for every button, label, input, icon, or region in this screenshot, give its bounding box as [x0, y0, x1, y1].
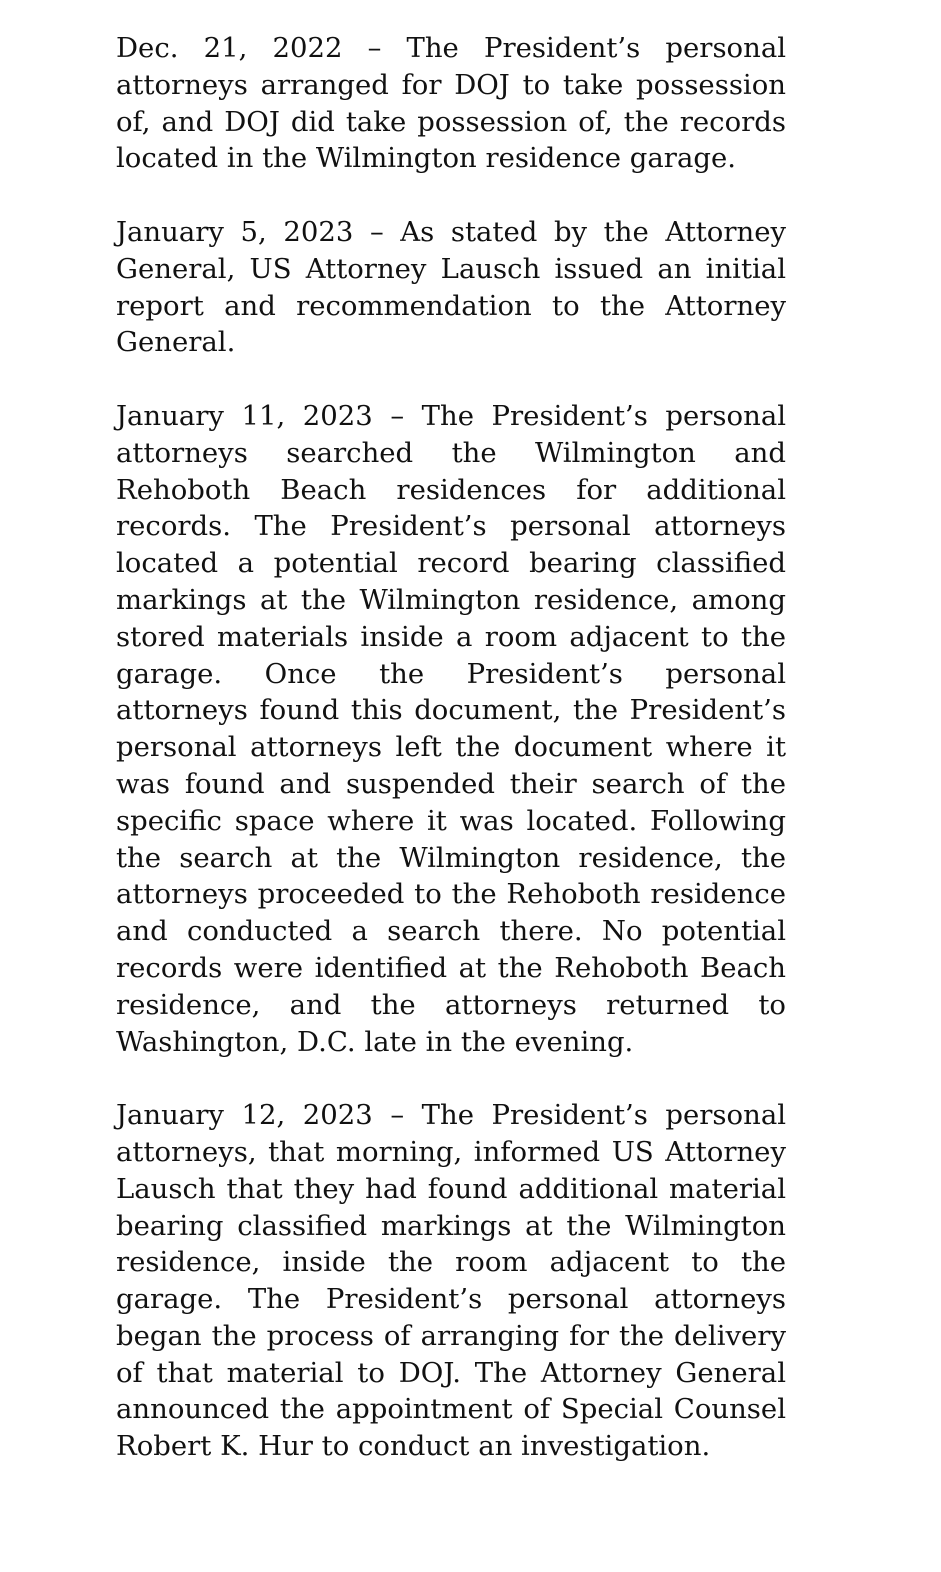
- timeline-entry-dec-21-2022: [116, 30, 786, 177]
- timeline-entry-jan-5-2023: [116, 214, 786, 361]
- entry-separator: –: [353, 215, 401, 248]
- entry-text: The President’s personal attorneys arranged for DOJ to take possession of, and DOJ did take possession of, the records located in the Wilmington residence garage.: [116, 32, 787, 175]
- entry-date: January 5, 2023: [116, 215, 354, 248]
- entry-separator: –: [372, 1099, 422, 1132]
- timeline-entry-jan-11-2023: [116, 398, 786, 1060]
- entry-date: January 11, 2023: [116, 399, 373, 432]
- entry-text: The President’s personal attorneys searched the Wilmington and Rehoboth Beach residences for additional records. The President’s personal attorneys located a potential record bearing classified markings at the Wilmington residence, among stored materials inside a room adjacent to the garage. Once the President’s personal attorneys found this document, the President’s personal attorneys left the document where it was found and suspended their search of the specific space where it was located. Following the search at the Wilmington residence, the attorneys proceeded to the Rehoboth residence and conducted a search there. No potential records were identified at the Rehoboth Beach residence, and the attorneys returned to Washington, D.C. late in the evening.: [116, 399, 787, 1058]
- document-page: [116, 30, 786, 1465]
- timeline-entry-jan-12-2023: [116, 1097, 786, 1465]
- entry-separator: –: [342, 32, 407, 64]
- entry-separator: –: [372, 399, 422, 432]
- entry-text: The President’s personal attorneys, that morning, informed US Attorney Lausch that they had found additional material bearing classified markings at the Wilmington residence, inside the room adjacent to the garage. The President’s personal attorneys began the process of arranging for the delivery of that material to DOJ. The Attorney General announced the appointment of Special Counsel Robert K. Hur to conduct an investigation.: [116, 1099, 787, 1463]
- entry-date: January 12, 2023: [116, 1099, 373, 1132]
- entry-text: As stated by the Attorney General, US Attorney Lausch issued an initial report and recommendation to the Attorney General.: [116, 215, 787, 359]
- entry-date: Dec. 21, 2022: [116, 32, 343, 64]
